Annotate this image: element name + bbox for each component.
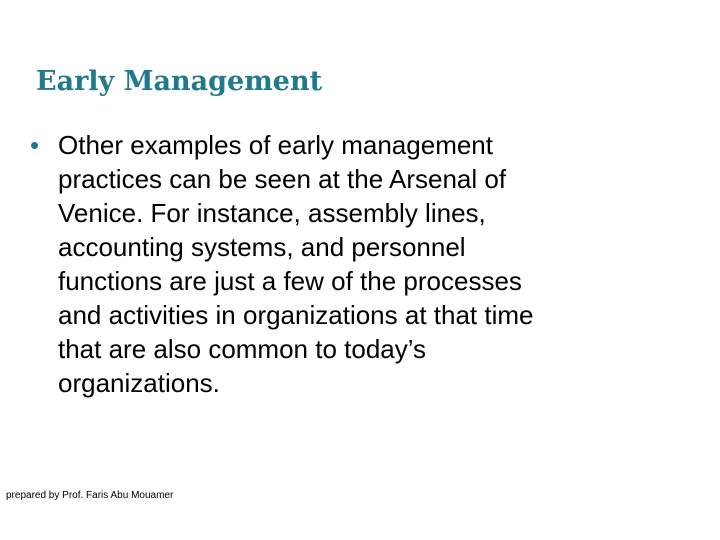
bullet-text-line: that are also common to today’s [58, 334, 427, 364]
bullet-text-line: practices can be seen at the Arsenal of [58, 164, 507, 194]
bullet-text-line: functions are just a few of the processes [58, 266, 522, 296]
footer-credit: prepared by Prof. Faris Abu Mouamer [6, 490, 174, 501]
bullet-text-line: Other examples of early management [58, 130, 493, 160]
bullet-text-line: accounting systems, and personnel [58, 232, 466, 262]
bullet-text-line: organizations. [58, 368, 220, 398]
slide-title: Early Management [36, 66, 323, 97]
bullet-text-line: and activities in organizations at that time [58, 300, 534, 330]
bullet-text-line: Venice. For instance, assembly lines, [58, 198, 486, 228]
bullet-item [30, 128, 690, 400]
bullet-list [30, 128, 690, 400]
bullet-marker: • [30, 130, 40, 160]
